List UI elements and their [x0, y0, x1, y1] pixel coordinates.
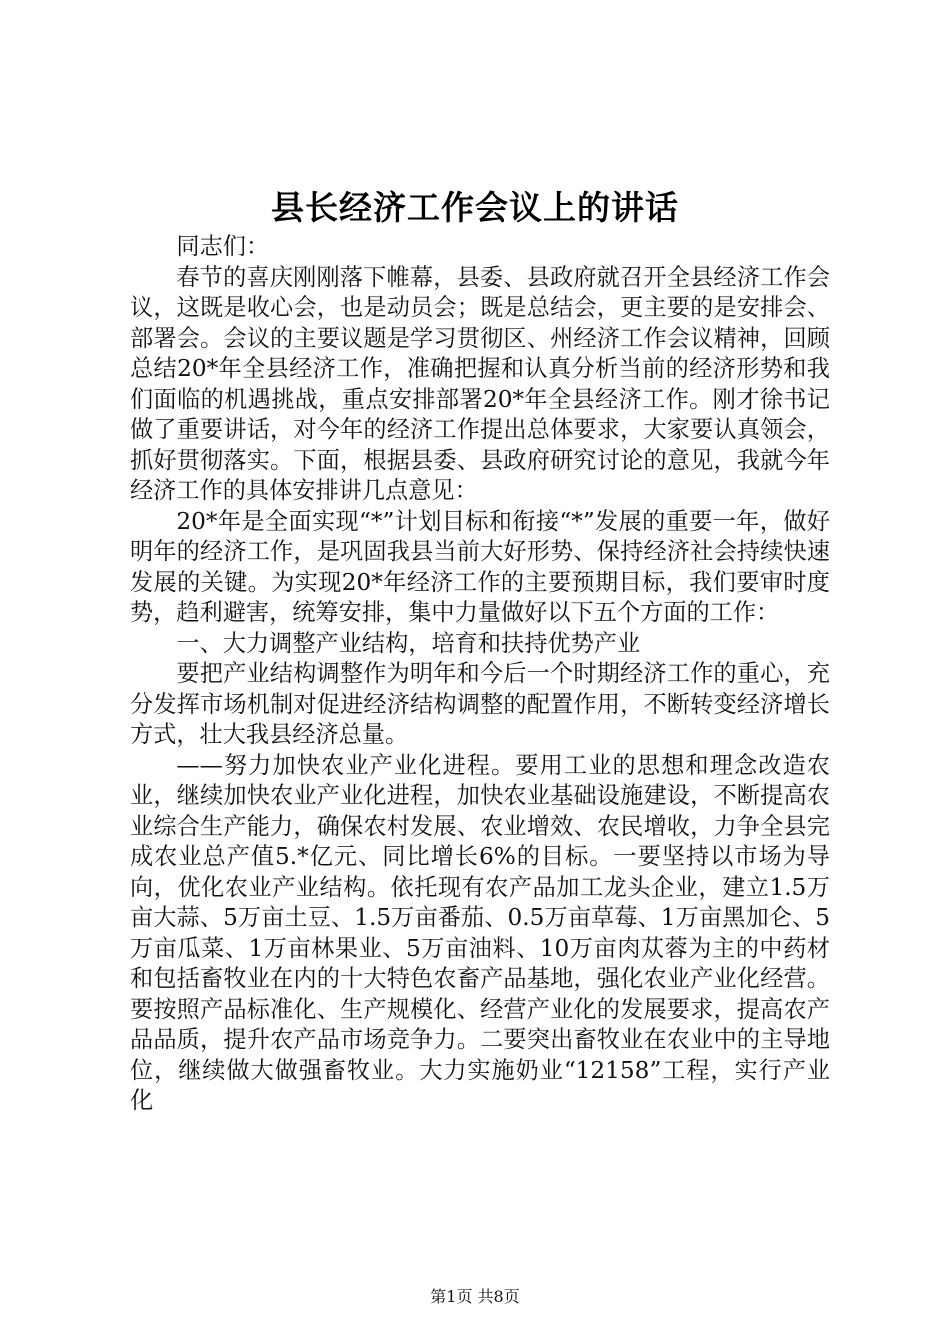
- document-title: 县长经济工作会议上的讲话: [271, 188, 679, 227]
- body-paragraph: 20*年是全面实现“*”计划目标和衔接“*”发展的重要一年，做好明年的经济工作，是巩固我县当前大好形势、保持经济社会持续快速发展的关键。为实现20*年经济工作的主要预期目标，我们要审时度势，趋利避害，统筹安排，集中力量做好以下五个方面的工作：: [130, 507, 830, 626]
- body-paragraph: ——努力加快农业产业化进程。要用工业的思想和理念改造农业，继续加快农业产业化进程，加快农业基础设施建设，不断提高农业综合生产能力，确保农村发展、农业增效、农民增收，力争全县完成农业总产值5.*亿元、同比增长6%的目标。一要坚持以市场为导向，优化农业产业结构。依托现有农产品加工龙头企业，建立1.5万亩大蒜、5万亩土豆、1.5万亩番茄、0.5万亩草莓、1万亩黑加仑、5万亩瓜菜、1万亩林果业、5万亩油料、10万亩肉苁蓉为主的中药材和包括畜牧业在内的十大特色农畜产品基地，强化农业产业化经营。要按照产品标准化、生产规模化、经营产业化的发展要求，提高农产品品质，提升农产品市场竞争力。二要突出畜牧业在农业中的主导地位，继续做大做强畜牧业。大力实施奶业“12158”工程，实行产业化: [130, 751, 830, 1114]
- page-footer: 第1页 共8页: [430, 1287, 520, 1306]
- section-heading: 一、大力调整产业结构，培育和扶持优势产业: [176, 629, 641, 657]
- body-paragraph: 要把产业结构调整作为明年和今后一个时期经济工作的重心，充分发挥市场机制对促进经济结构调整的配置作用，不断转变经济增长方式，壮大我县经济总量。: [130, 660, 830, 748]
- body-paragraph: 春节的喜庆刚刚落下帷幕，县委、县政府就召开全县经济工作会议，这既是收心会，也是动员会；既是总结会，更主要的是安排会、部署会。会议的主要议题是学习贯彻区、州经济工作会议精神，回顾总结20*年全县经济工作，准确把握和认真分析当前的经济形势和我们面临的机遇挑战，重点安排部署20*年全县经济工作。刚才徐书记做了重要讲话，对今年的经济工作提出总体要求，大家要认真领会，抓好贯彻落实。下面，根据县委、县政府研究讨论的意见，我就今年经济工作的具体安排讲几点意见：: [130, 263, 830, 504]
- document-body: [130, 232, 830, 1117]
- salutation: 同志们：: [176, 233, 270, 260]
